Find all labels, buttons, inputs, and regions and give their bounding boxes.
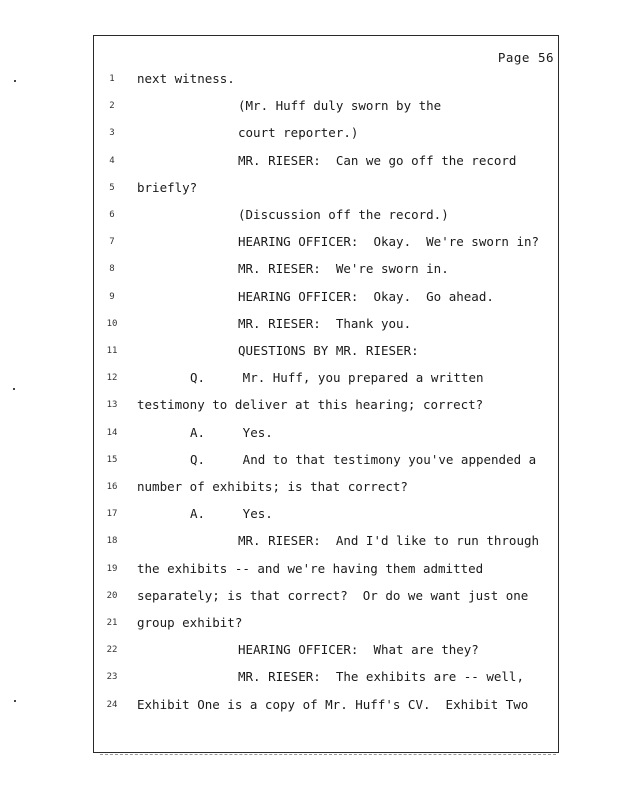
line-number: 19 [106,563,118,574]
line-text: (Mr. Huff duly sworn by the [238,98,442,114]
line-text: testimony to deliver at this hearing; correct? [137,397,484,413]
line-text: MR. RIESER: Can we go off the record [238,152,517,168]
bottom-scan-line [100,754,556,755]
line-number: 15 [106,454,118,465]
line-text: the exhibits -- and we're having them admitted [137,560,484,576]
transcript-line [0,98,618,118]
transcript-line [0,642,618,662]
line-number: 11 [106,346,118,356]
line-text: Q. And to that testimony you've appended a [190,451,537,467]
line-text: Exhibit One is a copy of Mr. Huff's CV. Exhibit Two [137,696,529,712]
transcript-line [0,289,618,309]
scan-speck [14,700,16,702]
line-text: MR. RIESER: Thank you. [238,315,412,331]
line-number: 10 [106,318,118,329]
transcript-line [0,343,618,363]
line-number: 9 [109,291,115,302]
transcript-line [0,533,618,553]
line-number: 3 [109,128,115,139]
transcript-line [0,316,618,336]
line-number: 20 [106,590,118,601]
transcript-line [0,425,618,445]
line-number: 7 [109,237,115,248]
line-text: A. Yes. [190,506,273,522]
scan-speck [14,80,16,82]
transcript-line [0,452,618,472]
transcript-line [0,588,618,608]
transcript-line [0,669,618,689]
line-number: 5 [109,182,115,193]
transcript-line [0,370,618,390]
transcript-line [0,125,618,145]
line-number: 8 [109,264,115,275]
line-number: 23 [106,672,118,683]
line-number: 17 [106,509,118,520]
line-number: 1 [109,74,115,84]
line-text: HEARING OFFICER: What are they? [238,642,479,658]
transcript-line [0,479,618,499]
line-text: MR. RIESER: The exhibits are -- well, [238,669,524,685]
line-text: separately; is that correct? Or do we want just one [137,587,529,603]
line-number: 2 [109,101,115,112]
line-text: (Discussion off the record.) [238,207,449,222]
transcript-line [0,207,618,227]
line-number: 6 [109,210,115,220]
line-number: 24 [106,699,118,710]
transcript-line [0,180,618,200]
transcript-line [0,615,618,635]
page-number: Page 56 [497,50,554,65]
transcript-line [0,397,618,417]
line-text: A. Yes. [190,424,273,440]
line-number: 18 [106,536,118,547]
transcript-line [0,561,618,581]
line-number: 12 [106,373,118,384]
line-number: 4 [109,155,115,166]
line-text: court reporter.) [238,125,359,141]
transcript-line [0,697,618,717]
line-number: 14 [106,427,118,438]
line-text: number of exhibits; is that correct? [137,479,408,494]
line-number: 13 [106,400,118,411]
line-text: MR. RIESER: We're sworn in. [238,261,449,277]
line-text: MR. RIESER: And I'd like to run through [238,533,540,549]
line-text: Q. Mr. Huff, you prepared a written [190,370,484,386]
transcript-line [0,71,618,91]
line-text: next witness. [137,71,235,86]
line-text: QUESTIONS BY MR. RIESER: [238,343,419,358]
transcript-line [0,261,618,281]
transcript-line [0,153,618,173]
line-text: HEARING OFFICER: Okay. Go ahead. [238,288,494,304]
line-text: group exhibit? [137,615,243,630]
line-text: HEARING OFFICER: Okay. We're sworn in? [238,234,540,250]
line-number: 21 [106,618,118,628]
scan-speck [13,388,15,390]
line-number: 22 [106,645,118,656]
line-number: 16 [106,482,118,492]
transcript-line [0,506,618,526]
line-text: briefly? [137,179,198,195]
transcript-line [0,234,618,254]
